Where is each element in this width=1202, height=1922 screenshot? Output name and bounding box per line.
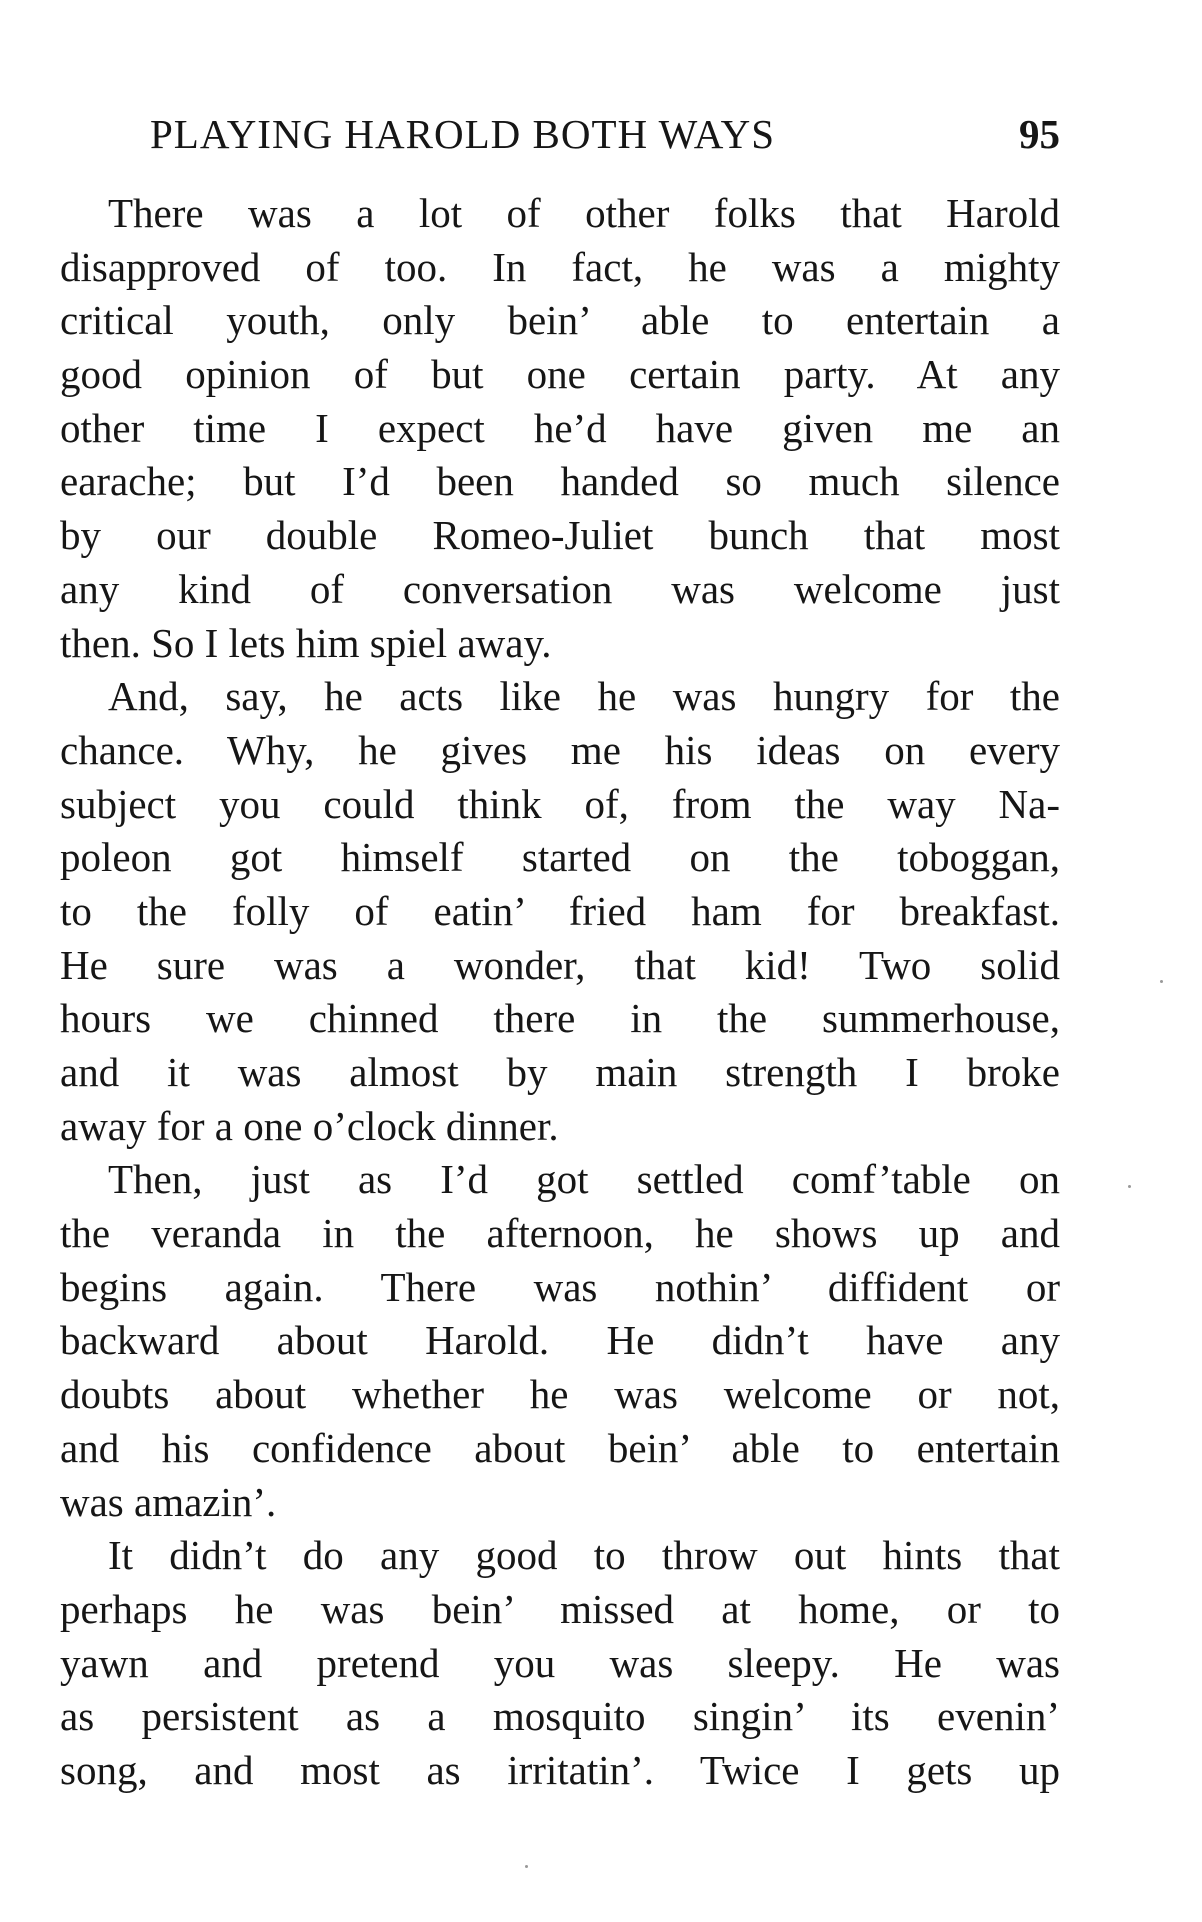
text-line: by our double Romeo-Juliet bunch that most xyxy=(60,512,1060,559)
page-number: 95 xyxy=(1019,111,1060,157)
text-line: the veranda in the afternoon, he shows up and xyxy=(60,1210,1060,1257)
text-line: Then, just as I’d got settled comf’table on xyxy=(108,1156,1060,1203)
text-line: hours we chinned there in the summerhouse, xyxy=(60,995,1060,1042)
chapter-title: PLAYING HAROLD BOTH WAYS xyxy=(150,111,776,157)
paragraph-2 xyxy=(60,670,1060,1153)
paper-speck xyxy=(1160,980,1163,983)
text-line: was amazin’. xyxy=(60,1478,277,1525)
paper-speck xyxy=(525,1865,528,1868)
text-line: song, and most as irritatin’. Twice I gets up xyxy=(60,1746,1060,1793)
text-line: doubts about whether he was welcome or not, xyxy=(60,1371,1060,1418)
paragraph-4 xyxy=(60,1529,1060,1797)
body-text xyxy=(60,187,1060,1798)
text-line: disapproved of too. In fact, he was a mighty xyxy=(60,243,1060,290)
text-line: other time I expect he’d have given me an xyxy=(60,404,1060,451)
paper-speck xyxy=(1128,1185,1131,1188)
text-line: There was a lot of other folks that Harold xyxy=(108,190,1060,236)
text-line: perhaps he was bein’ missed at home, or to xyxy=(60,1585,1060,1632)
text-line: away for a one o’clock dinner. xyxy=(60,1102,559,1149)
text-line: and it was almost by main strength I broke xyxy=(60,1049,1060,1095)
text-line: poleon got himself started on the toboggan, xyxy=(60,834,1060,881)
text-line: backward about Harold. He didn’t have any xyxy=(60,1317,1060,1364)
paragraph-1 xyxy=(60,187,1060,670)
text-line: And, say, he acts like he was hungry for the xyxy=(108,673,1060,720)
running-head xyxy=(60,104,1060,164)
text-line: He sure was a wonder, that kid! Two solid xyxy=(60,941,1060,988)
text-line: any kind of conversation was welcome just xyxy=(60,565,1060,612)
text-line: critical youth, only bein’ able to entertain a xyxy=(60,297,1060,344)
paragraph-3 xyxy=(60,1153,1060,1529)
text-line: to the folly of eatin’ fried ham for breakfast. xyxy=(60,887,1060,934)
text-line: yawn and pretend you was sleepy. He was xyxy=(60,1639,1060,1686)
text-line: chance. Why, he gives me his ideas on every xyxy=(60,726,1060,773)
text-line: and his confidence about bein’ able to entertain xyxy=(60,1424,1060,1471)
text-line: begins again. There was nothin’ diffident or xyxy=(60,1263,1060,1310)
text-line: subject you could think of, from the way Na- xyxy=(60,780,1060,827)
text-line: It didn’t do any good to throw out hints that xyxy=(108,1532,1060,1579)
text-line: then. So I lets him spiel away. xyxy=(60,619,552,666)
text-line: as persistent as a mosquito singin’ its evenin’ xyxy=(60,1693,1060,1740)
text-line: earache; but I’d been handed so much silence xyxy=(60,458,1060,505)
text-line: good opinion of but one certain party. At any xyxy=(60,351,1060,398)
